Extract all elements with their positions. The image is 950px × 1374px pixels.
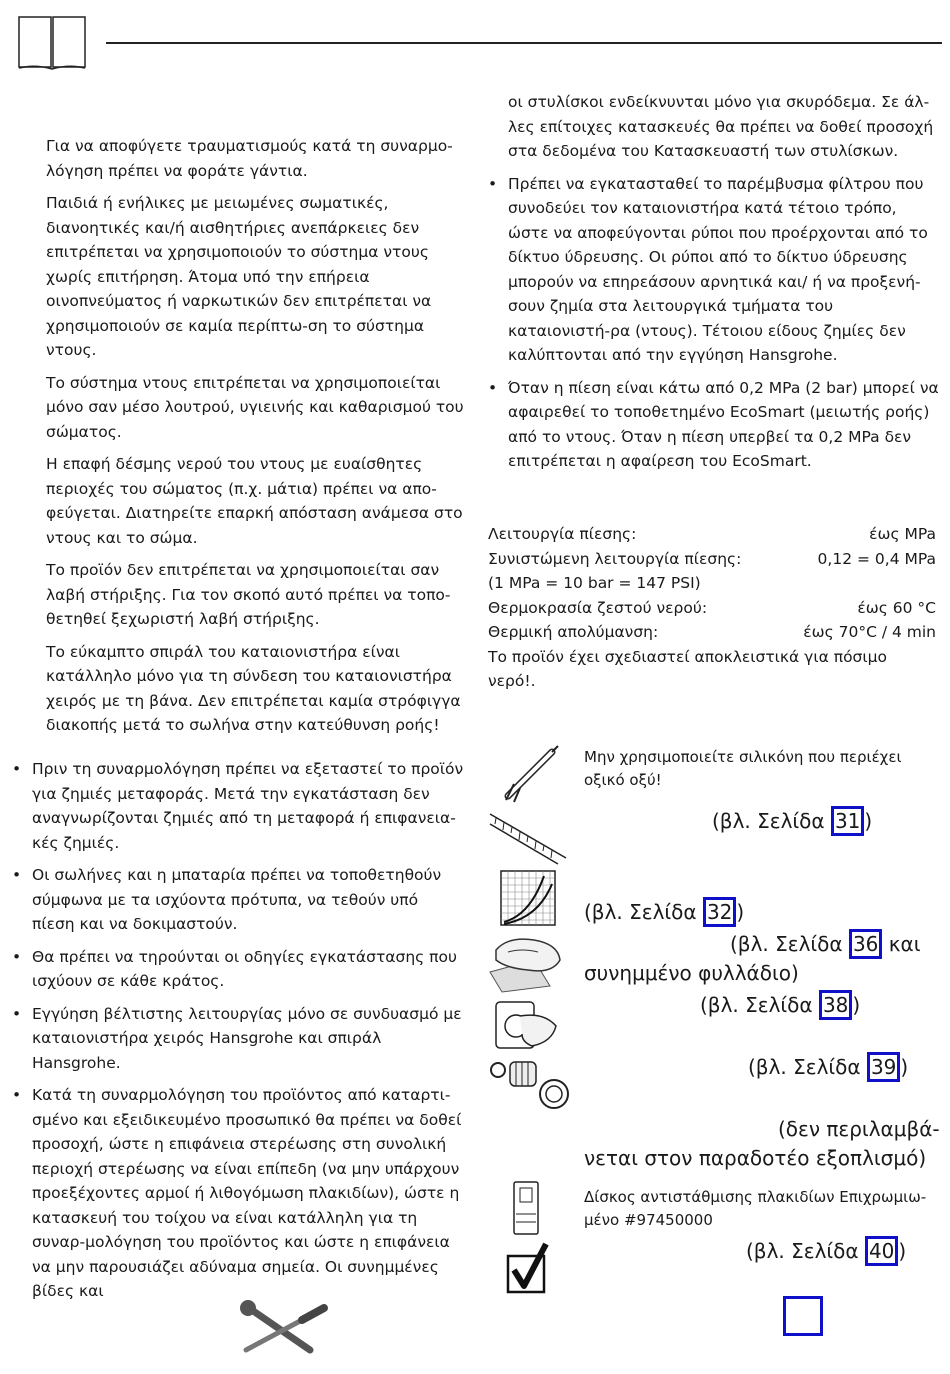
page-link-38[interactable]: 38 <box>819 990 852 1020</box>
link-box[interactable] <box>783 1296 823 1336</box>
safety-paragraph: Το σύστημα ντους επιτρέπεται να χρησιμοποιείται μόνο σαν μέσο λουτρού, υγιεινής και καθαρισμού του σώματος. <box>46 373 464 441</box>
page-link-39[interactable]: 39 <box>867 1052 900 1082</box>
book-icon <box>18 16 88 80</box>
page-ref-39: (βλ. Σελίδα 39 ) <box>748 1052 908 1082</box>
spec-row <box>488 596 936 621</box>
tile-disk-icon <box>506 1180 546 1236</box>
spec-row <box>488 645 936 690</box>
safety-paragraph: Το προϊόν δεν επιτρέπεται να χρησιμοποιείται σαν λαβή στήριξης. Για τον σκοπό αυτό πρέπει να τοπο-θετηθεί ξεχωριστή λαβή στήριξης. <box>46 561 451 628</box>
page-link-36[interactable]: 36 <box>849 929 882 959</box>
spec-value: έως MPa <box>869 525 936 543</box>
spec-value: έως 70°C / 4 min <box>803 623 936 641</box>
spec-row <box>488 522 936 547</box>
spec-label: Λειτουργία πίεσης: <box>488 525 637 543</box>
not-included-text: (δεν περιλαμβά- <box>778 1117 940 1141</box>
spec-value: 0,12 = 0,4 MPa <box>817 549 936 568</box>
checkmark-icon <box>506 1242 550 1294</box>
page-ref-40: (βλ. Σελίδα 40 ) <box>746 1236 906 1266</box>
install-bullet: • Εγγύηση βέλτιστης λειτουργίας μόνο σε συνδυασμό με καταιονιστήρα χειρός Hansgrohe και σπιράλ Hansgrohe. <box>32 1002 464 1076</box>
page-link-32[interactable]: 32 <box>703 897 736 927</box>
hand-cleaning-icon <box>488 930 564 994</box>
spec-label: Το προϊόν έχει σχεδιαστεί αποκλειστικά για πόσιμο νερό!. <box>488 647 887 690</box>
note-bullet: • Όταν η πίεση είναι κάτω από 0,2 MPa (2 bar) μπορεί να αφαιρεθεί το τοποθετημένο EcoSmart (μειωτής ροής) από το ντους. Όταν η πίεση υπερβεί τα 0,2 MPa δεν επιτρέπεται η αφαίρεση του EcoSmart. <box>508 376 940 474</box>
safety-section <box>46 134 466 746</box>
ruler-icon <box>488 808 568 868</box>
page-ref-38: (βλ. Σελίδα 38 ) <box>700 990 860 1020</box>
silicone-gun-icon <box>500 744 560 804</box>
technical-data <box>488 522 936 690</box>
header-rule <box>106 42 942 44</box>
flow-diagram-icon <box>500 870 556 926</box>
spec-row <box>488 620 936 645</box>
safety-paragraph: Για να αποφύγετε τραυματισμούς κατά τη συναρμο-λόγηση πρέπει να φοράτε γάντια. <box>46 137 453 180</box>
safety-paragraph: Παιδιά ή ενήλικες με μειωμένες σωματικές, διανοητικές και/ή αισθητήριες ανεπάρκειες δεν επιτρέπεται να χρησιμοποιούν το σύστημα ντους χωρίς επιτήρηση. Άτομα υπό την επήρεια οινοπνεύματος ή ναρκωτικών δεν επιτρέπεται να χρησιμοποιούν σε καμία περίπτω-ση το σύστημα ντους. <box>46 194 432 359</box>
page-ref-32: (βλ. Σελίδα 32 ) <box>584 897 744 927</box>
page-ref-31: (βλ. Σελίδα 31 ) <box>712 806 872 836</box>
tile-disk-note: Δίσκος αντιστάθμισης πλακιδίων Επιχρωμιω-μένο #97450000 <box>584 1188 927 1229</box>
installation-section <box>32 757 464 1312</box>
spec-label: Θερμική απολύμανση: <box>488 623 659 641</box>
page-link-31[interactable]: 31 <box>831 806 864 836</box>
wrench-screwdriver-icon <box>240 1300 330 1366</box>
spec-label: Συνιστώμενη λειτουργία πίεσης: <box>488 549 742 568</box>
install-bullet: • Οι σωλήνες και η μπαταρία πρέπει να τοποθετηθούν σύμφωνα με τα ισχύοντα πρότυπα, να τεθούν υπό πίεση και να δοκιμαστούν. <box>32 863 464 937</box>
note-bullet: • Πρέπει να εγκατασταθεί το παρέμβυσμα φίλτρου που συνοδεύει τον καταιονιστήρα κατά τέτοιο τρόπο, ώστε να αποφεύγονται ρύποι που προέρχονται από το δίκτυο ύδρευσης. Οι ρύποι από το δίκτυο ύδρευσης μπορούν να επηρεάσουν αρνητικά και/ ή να προξενή-σουν ζημία στα λειτουργικά τμήματα του καταιονιστή-ρα (ντους). Τέτοιου είδους ζημίες δεν καλύπτονται από την εγγύηση Hansgrohe. <box>508 172 940 368</box>
spec-label: Θερμοκρασία ζεστού νερού: <box>488 598 708 617</box>
spec-value: έως 60 °C <box>857 598 936 617</box>
silicone-note: Μην χρησιμοποιείτε σιλικόνη που περιέχει οξικό οξύ! <box>584 748 902 789</box>
page-ref-36: (βλ. Σελίδα 36 και <box>730 929 921 959</box>
page-link-40[interactable]: 40 <box>865 1236 898 1266</box>
install-bullet: • Θα πρέπει να τηρούνται οι οδηγίες εγκατάστασης που ισχύουν σε κάθε κράτος. <box>32 945 464 994</box>
not-included-text-2: νεται στον παραδοτέο εξοπλισμό) <box>584 1146 927 1170</box>
leaflet-text: συνημμένο φυλλάδιο) <box>584 961 799 985</box>
continued-text: οι στυλίσκοι ενδείκνυνται μόνο για σκυρόδεμα. Σε άλ-λες επίτοιχες κατασκευές θα πρέπει να δοθεί προσοχή στα δεδομένα του Κατασκευαστή των στυλίσκων. <box>508 93 934 160</box>
spec-row <box>488 547 936 572</box>
install-bullet: • Πριν τη συναρμολόγηση πρέπει να εξεταστεί το προϊόν για ζημιές μεταφοράς. Μετά την εγκατάσταση δεν αναγνωρίζονται ζημιές από τη μεταφορά ή επιφανεια-κές ζημιές. <box>32 757 464 855</box>
spec-label: (1 MPa = 10 bar = 147 PSI) <box>488 574 701 592</box>
safety-paragraph: Η επαφή δέσμης νερού του ντους με ευαίσθητες περιοχές του σώματος (π.χ. μάτια) πρέπει να απο-φεύγεται. Διατηρείτε επαρκή απόσταση ανάμεσα στο ντους και το σώμα. <box>46 455 463 547</box>
safety-paragraph: Το εύκαμπτο σπιράλ του καταιονιστήρα είναι κατάλληλο μόνο για τη σύνδεση του καταιονιστήρα χειρός με τη βάνα. Δεν επιτρέπεται καμία στρόφιγγα διακοπής μετά το σωλήνα στην κατεύθυνση ροής! <box>46 642 461 734</box>
spec-row <box>488 571 936 596</box>
parts-icon <box>488 1056 572 1112</box>
hand-valve-icon <box>492 998 560 1054</box>
install-bullet: • Κατά τη συναρμολόγηση του προϊόντος από καταρτι-σμένο και εξειδικευμένο προσωπικό θα πρέπει να δοθεί προσοχή, ώστε η επιφάνεια στερέωσης στη συνολική περιοχή στερέωσης να είναι επίπεδη (να μην υπάρχουν προεξέχοντες αρμοί ή λιθογόμωση πλακιδίων), ώστε η κατασκευή του τοίχου να είναι κατάλληλη για τη συναρ-μολόγηση του προϊόντος και ώστε η επιφάνεια να μην παρουσιάζει αδύναμα σημεία. Οι συνημμένες βίδες και <box>32 1083 464 1304</box>
notes-section <box>508 90 940 474</box>
